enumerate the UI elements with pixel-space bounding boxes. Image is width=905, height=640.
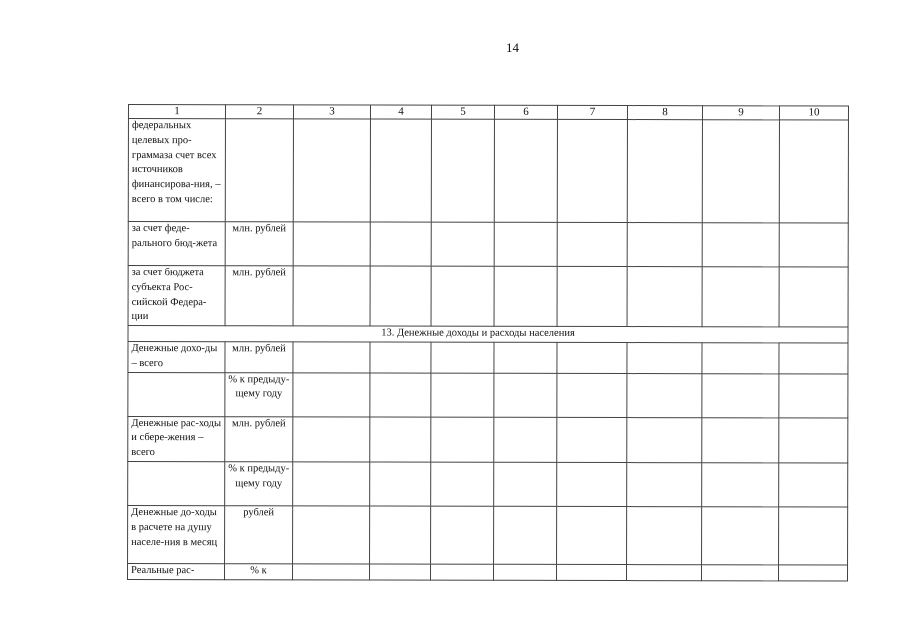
unit-label: % к: [225, 564, 293, 580]
value-cell: [431, 266, 494, 326]
value-cell: [370, 342, 431, 373]
value-cell: [702, 223, 779, 267]
unit-label: % к предыду-щему году: [225, 372, 293, 416]
value-cell: [370, 506, 431, 564]
indicator-label: за счет бюджета субъекта Рос-сийской Федера-ции: [128, 266, 225, 326]
value-cell: [557, 342, 627, 373]
value-cell: [370, 222, 431, 266]
column-number-6: 6: [494, 105, 557, 119]
column-number-2: 2: [225, 105, 293, 119]
value-cell: [370, 462, 431, 506]
table-row: [128, 563, 848, 580]
column-number-7: 7: [557, 105, 627, 119]
value-cell: [779, 267, 848, 327]
value-cell: [370, 373, 431, 417]
table-row: [128, 341, 848, 373]
unit-label: млн. рублей: [225, 266, 293, 326]
value-cell: [779, 417, 848, 463]
column-number-row: [128, 105, 848, 121]
value-cell: [779, 223, 848, 267]
indicator-label: за счет феде-рального бюд-жета: [128, 222, 225, 266]
value-cell: [293, 564, 370, 580]
column-number-5: 5: [431, 105, 494, 119]
value-cell: [627, 120, 702, 223]
value-cell: [431, 564, 494, 580]
value-cell: [293, 342, 370, 373]
value-cell: [293, 266, 370, 326]
value-cell: [627, 417, 702, 463]
value-cell: [557, 417, 627, 463]
unit-label: % к предыду-щему году: [225, 462, 293, 506]
value-cell: [702, 343, 779, 374]
table-row: [128, 461, 848, 507]
value-cell: [627, 565, 702, 581]
value-cell: [431, 373, 494, 417]
indicator-label: Денежные дохо-ды – всего: [128, 341, 225, 372]
value-cell: [702, 417, 779, 463]
table-row: [128, 222, 848, 268]
table-row: [128, 505, 848, 565]
table-row: [128, 416, 848, 463]
indicator-label: федеральных целевых про-граммаза счет всех источников финансирова-ния, – всего в том числе:: [128, 119, 225, 222]
value-cell: [627, 463, 702, 507]
indicator-label: Денежные рас-ходы и сбере-жения – всего: [128, 416, 225, 462]
value-cell: [494, 506, 557, 564]
value-cell: [557, 506, 627, 564]
value-cell: [557, 373, 627, 417]
value-cell: [779, 343, 848, 374]
value-cell: [431, 417, 494, 463]
value-cell: [293, 372, 370, 416]
value-cell: [431, 222, 494, 266]
value-cell: [779, 373, 848, 417]
value-cell: [702, 507, 779, 565]
value-cell: [557, 462, 627, 506]
column-number-3: 3: [293, 105, 370, 119]
unit-label: млн. рублей: [225, 416, 293, 462]
value-cell: [293, 462, 370, 506]
table-row: [128, 119, 848, 224]
value-cell: [557, 564, 627, 580]
value-cell: [779, 120, 848, 223]
column-number-8: 8: [627, 106, 702, 120]
value-cell: [494, 342, 557, 373]
value-cell: [627, 267, 702, 327]
value-cell: [370, 564, 431, 580]
unit-label: [225, 119, 293, 222]
value-cell: [494, 417, 557, 463]
column-number-1: 1: [128, 105, 225, 119]
value-cell: [494, 373, 557, 417]
section-title: [128, 326, 848, 343]
value-cell: [431, 342, 494, 373]
value-cell: [779, 565, 848, 581]
unit-label: рублей: [225, 506, 293, 564]
value-cell: [370, 266, 431, 326]
value-cell: [627, 223, 702, 267]
value-cell: [702, 565, 779, 581]
value-cell: [627, 373, 702, 417]
value-cell: [293, 416, 370, 462]
indicator-label: Реальные рас-: [128, 563, 225, 579]
column-number-10: 10: [779, 106, 848, 120]
value-cell: [557, 222, 627, 266]
value-cell: [627, 507, 702, 565]
value-cell: [494, 222, 557, 266]
value-cell: [431, 506, 494, 564]
value-cell: [702, 463, 779, 507]
value-cell: [702, 373, 779, 417]
value-cell: [779, 507, 848, 565]
value-cell: [494, 119, 557, 222]
value-cell: [293, 506, 370, 564]
value-cell: [494, 564, 557, 580]
indicator-label: Денежные до-ходы в расчете на душу населе-ния в месяц: [128, 505, 225, 563]
column-number-4: 4: [370, 105, 431, 119]
value-cell: [779, 463, 848, 507]
unit-label: млн. рублей: [225, 222, 293, 266]
value-cell: [494, 266, 557, 326]
value-cell: [702, 120, 779, 223]
value-cell: [293, 119, 370, 222]
value-cell: [557, 119, 627, 222]
page-number: 14: [506, 40, 519, 55]
forecast-table: [127, 104, 849, 581]
value-cell: [702, 267, 779, 327]
value-cell: [370, 119, 431, 222]
value-cell: [627, 343, 702, 374]
section-header-row: [128, 326, 848, 343]
value-cell: [431, 119, 494, 222]
table-row: [128, 372, 848, 418]
indicator-label: [128, 372, 225, 416]
value-cell: [494, 462, 557, 506]
indicator-label: [128, 461, 225, 505]
column-number-9: 9: [702, 106, 779, 120]
section-title-text: 13. Денежные доходы и расходы населения: [381, 327, 575, 340]
value-cell: [293, 222, 370, 266]
table-row: [128, 266, 848, 328]
value-cell: [370, 417, 431, 463]
value-cell: [431, 462, 494, 506]
unit-label: млн. рублей: [225, 342, 293, 373]
value-cell: [557, 266, 627, 326]
